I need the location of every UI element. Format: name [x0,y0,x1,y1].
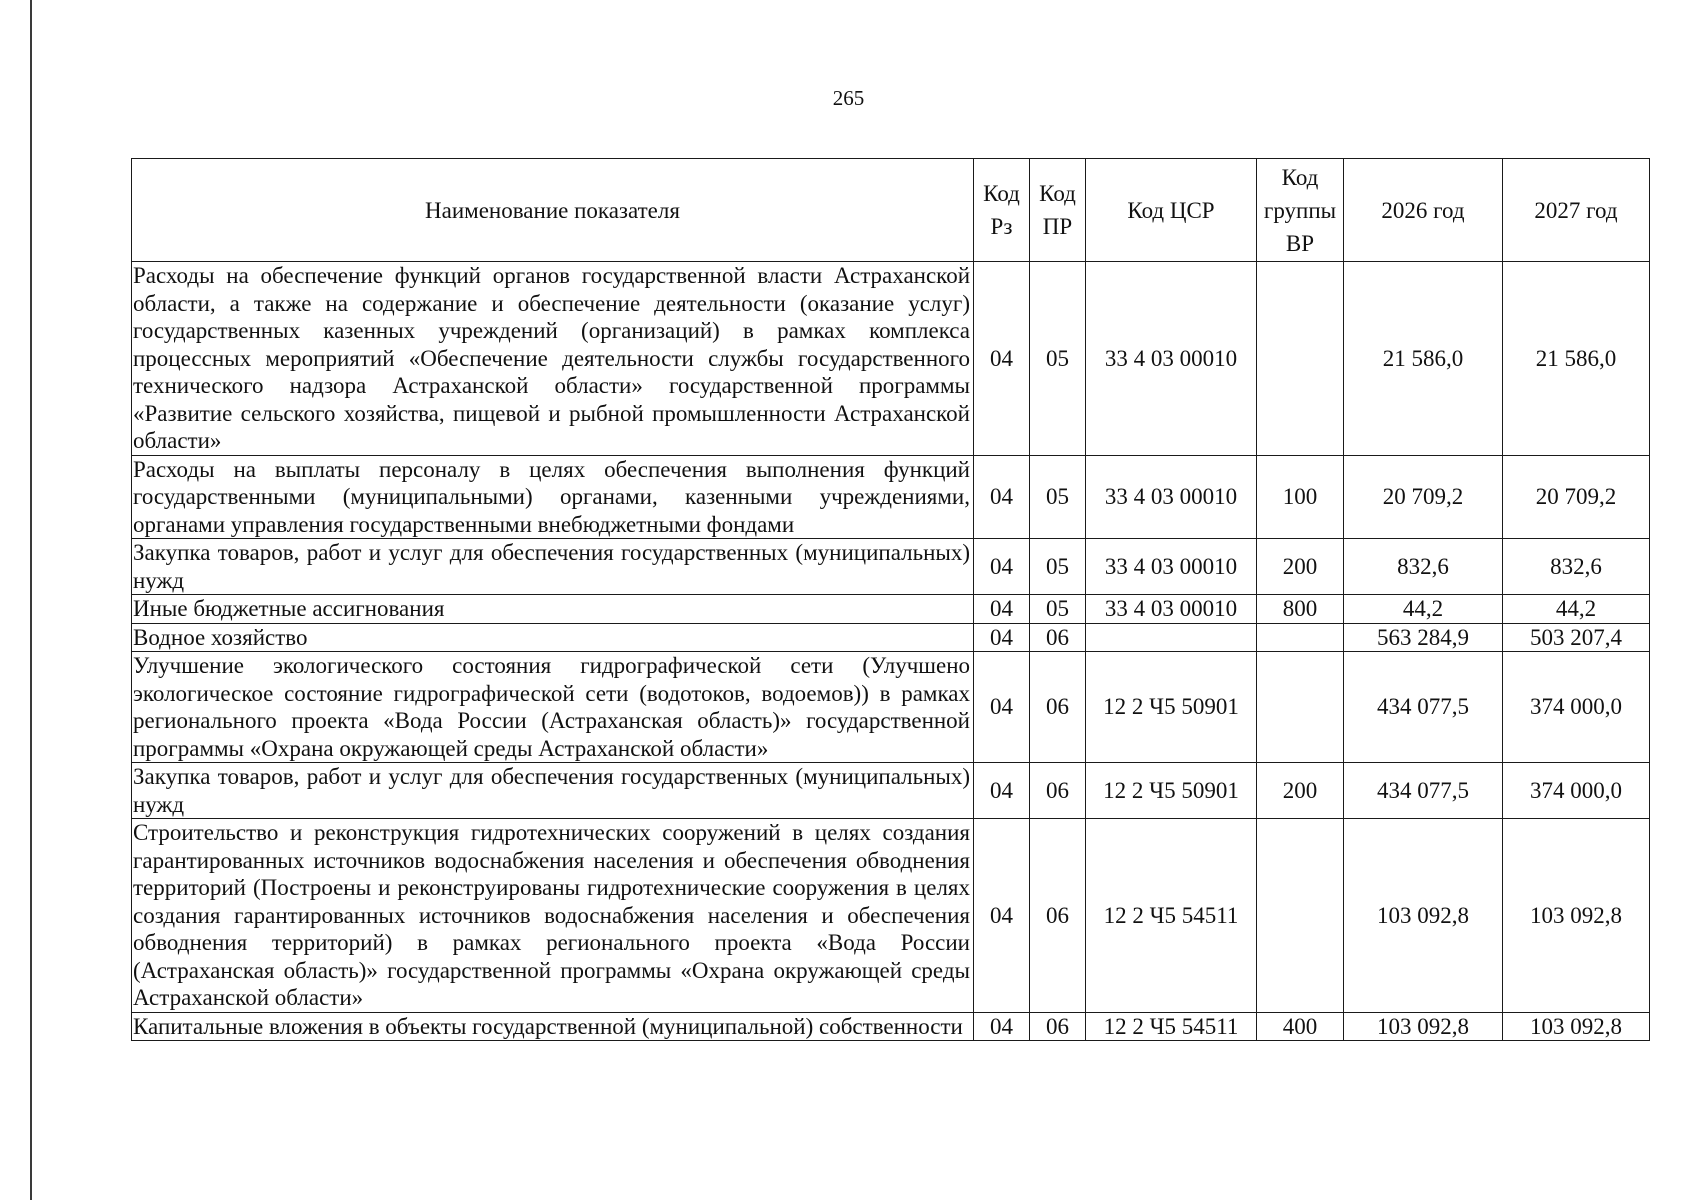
row-csr: 33 4 03 00010 [1086,455,1257,539]
row-2027: 374 000,0 [1503,652,1650,763]
row-csr: 33 4 03 00010 [1086,262,1257,456]
row-pr: 05 [1030,539,1086,595]
table-row [132,819,1650,1013]
header-2027: 2027 год [1503,159,1650,262]
row-vr: 200 [1257,539,1344,595]
table-row [132,595,1650,624]
table-row [132,455,1650,539]
budget-table [131,158,1650,1041]
row-name: Расходы на выплаты персоналу в целях обеспечения выполнения функций государственными (муниципальными) органами, казенными учреждениями, органами управления государственными внебюджетными фондами [132,455,974,539]
header-name: Наименование показателя [132,159,974,262]
row-rz: 04 [974,595,1030,624]
row-pr: 05 [1030,262,1086,456]
row-rz: 04 [974,262,1030,456]
table-row [132,1012,1650,1041]
table-row [132,539,1650,595]
row-vr [1257,262,1344,456]
row-2026: 434 077,5 [1344,652,1503,763]
row-pr: 06 [1030,652,1086,763]
row-pr: 06 [1030,623,1086,652]
row-rz: 04 [974,763,1030,819]
row-name: Иные бюджетные ассигнования [132,595,974,624]
table-row [132,262,1650,456]
row-csr: 33 4 03 00010 [1086,595,1257,624]
row-pr: 05 [1030,455,1086,539]
row-name: Строительство и реконструкция гидротехнических сооружений в целях создания гарантированных источников водоснабжения населения и обеспечения обводнения территорий (Построены и реконструированы гидротехнические сооружения в целях создания гарантированных источников водоснабжения населения и обеспечения обводнения территорий) в рамках регионального проекта «Вода России (Астраханская область)» государственной программы «Охрана окружающей среды Астраханской области» [132,819,974,1013]
row-pr: 06 [1030,819,1086,1013]
row-2026: 103 092,8 [1344,819,1503,1013]
row-2026: 21 586,0 [1344,262,1503,456]
row-vr: 400 [1257,1012,1344,1041]
row-name: Капитальные вложения в объекты государственной (муниципальной) собственности [132,1012,974,1041]
row-rz: 04 [974,455,1030,539]
row-2027: 103 092,8 [1503,1012,1650,1041]
row-vr: 800 [1257,595,1344,624]
row-csr: 12 2 Ч5 50901 [1086,652,1257,763]
row-name: Расходы на обеспечение функций органов государственной власти Астраханской области, а также на содержание и обеспечение деятельности (оказание услуг) государственных казенных учреждений (организаций) в рамках комплекса процессных мероприятий «Обеспечение деятельности службы государственного технического надзора Астраханской области» государственной программы «Развитие сельского хозяйства, пищевой и рыбной промышленности Астраханской области» [132,262,974,456]
row-2026: 44,2 [1344,595,1503,624]
row-name: Закупка товаров, работ и услуг для обеспечения государственных (муниципальных) нужд [132,763,974,819]
row-vr: 100 [1257,455,1344,539]
header-csr: Код ЦСР [1086,159,1257,262]
row-pr: 06 [1030,763,1086,819]
row-name: Улучшение экологического состояния гидрографической сети (Улучшено экологическое состояние гидрографической сети (водотоков, водоемов)) в рамках регионального проекта «Вода России (Астраханская область)» государственной программы «Охрана окружающей среды Астраханской области» [132,652,974,763]
table-row [132,623,1650,652]
row-vr: 200 [1257,763,1344,819]
row-2026: 103 092,8 [1344,1012,1503,1041]
row-csr [1086,623,1257,652]
row-name: Водное хозяйство [132,623,974,652]
header-2026: 2026 год [1344,159,1503,262]
scan-edge-line [30,0,32,1200]
row-rz: 04 [974,819,1030,1013]
row-2026: 563 284,9 [1344,623,1503,652]
row-2027: 503 207,4 [1503,623,1650,652]
row-2026: 832,6 [1344,539,1503,595]
row-2027: 374 000,0 [1503,763,1650,819]
table-row [132,652,1650,763]
row-2027: 21 586,0 [1503,262,1650,456]
row-name: Закупка товаров, работ и услуг для обеспечения государственных (муниципальных) нужд [132,539,974,595]
row-2027: 832,6 [1503,539,1650,595]
row-rz: 04 [974,623,1030,652]
row-2027: 44,2 [1503,595,1650,624]
row-2027: 103 092,8 [1503,819,1650,1013]
row-csr: 33 4 03 00010 [1086,539,1257,595]
table-header-row [132,159,1650,262]
row-rz: 04 [974,539,1030,595]
row-2026: 434 077,5 [1344,763,1503,819]
row-vr [1257,652,1344,763]
row-vr [1257,819,1344,1013]
row-csr: 12 2 Ч5 54511 [1086,819,1257,1013]
row-csr: 12 2 Ч5 54511 [1086,1012,1257,1041]
row-vr [1257,623,1344,652]
header-vr: Код группы ВР [1257,159,1344,262]
row-pr: 05 [1030,595,1086,624]
page-number: 265 [832,86,865,110]
row-rz: 04 [974,652,1030,763]
table-row [132,763,1650,819]
row-csr: 12 2 Ч5 50901 [1086,763,1257,819]
header-rz: Код Рз [974,159,1030,262]
row-pr: 06 [1030,1012,1086,1041]
row-2027: 20 709,2 [1503,455,1650,539]
row-2026: 20 709,2 [1344,455,1503,539]
row-rz: 04 [974,1012,1030,1041]
header-pr: Код ПР [1030,159,1086,262]
